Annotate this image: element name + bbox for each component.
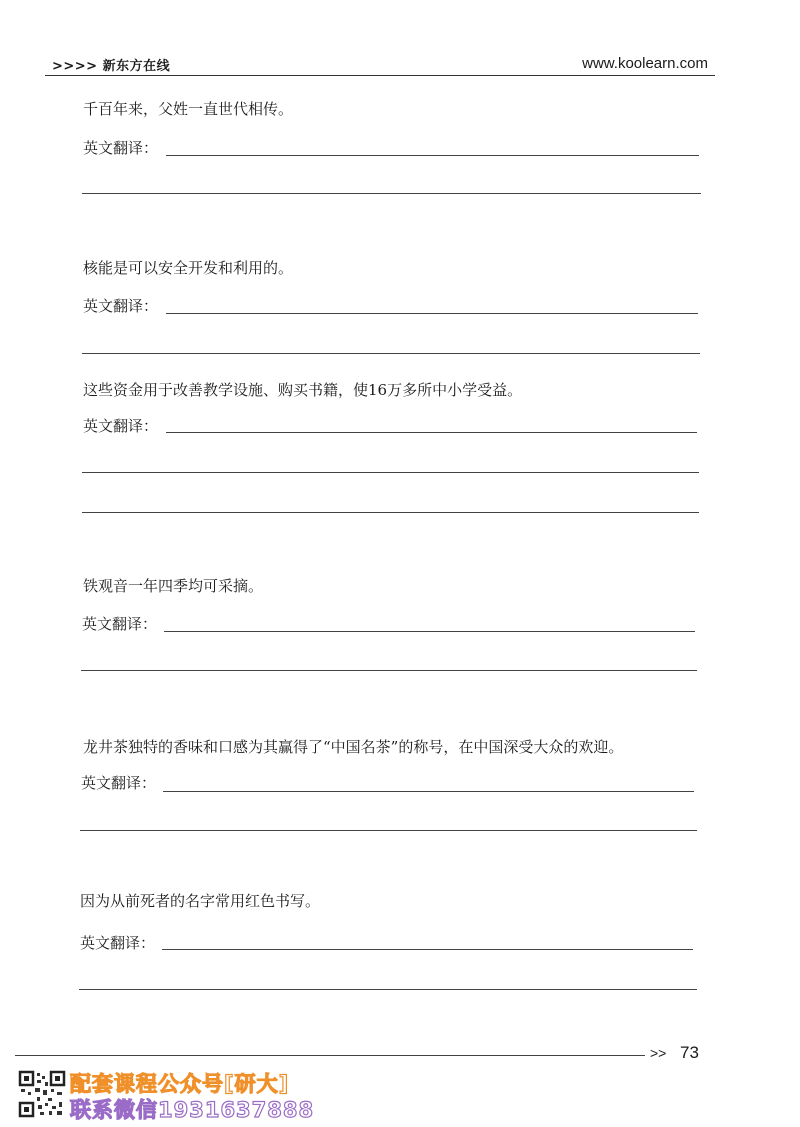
answer-line: [162, 949, 693, 950]
qr-code-icon: [18, 1070, 66, 1118]
promo-line-2: 联系微信1931637888: [70, 1098, 315, 1122]
answer-line: [166, 313, 698, 314]
translation-label: 英文翻译：: [80, 934, 156, 952]
answer-line: [82, 512, 699, 513]
answer-line: [166, 155, 699, 156]
answer-line: [82, 193, 701, 194]
translation-label: 英文翻译：: [83, 297, 159, 315]
promo-line-1: 配套课程公众号[研大]: [70, 1072, 290, 1096]
answer-line: [164, 631, 695, 632]
chinese-sentence: 千百年来，父姓一直世代相传。: [83, 100, 294, 118]
answer-line: [82, 472, 699, 473]
chinese-sentence: 龙井茶独特的香味和口感为其赢得了“中国名茶”的称号，在中国深受大众的欢迎。: [83, 738, 624, 756]
chinese-sentence: 核能是可以安全开发和利用的。: [83, 259, 294, 277]
translation-label: 英文翻译：: [83, 417, 159, 435]
chinese-sentence: 铁观音一年四季均可采摘。: [83, 577, 264, 595]
page-arrow: >>: [650, 1045, 667, 1061]
answer-line: [81, 670, 697, 671]
answer-line: [80, 830, 697, 831]
footer-divider: [15, 1055, 645, 1056]
page-number: 73: [680, 1043, 699, 1062]
translation-label: 英文翻译：: [83, 139, 159, 157]
answer-line: [166, 432, 697, 433]
answer-line: [163, 791, 694, 792]
header-url: www.koolearn.com: [582, 55, 708, 72]
translation-label: 英文翻译：: [81, 774, 157, 792]
header-brand: >>>> 新东方在线: [52, 59, 171, 74]
header-divider: [45, 75, 715, 76]
answer-line: [79, 989, 697, 990]
answer-line: [82, 353, 700, 354]
translation-label: 英文翻译：: [82, 615, 158, 633]
chinese-sentence: 因为从前死者的名字常用红色书写。: [80, 892, 321, 910]
chinese-sentence: 这些资金用于改善教学设施、购买书籍，使16万多所中小学受益。: [83, 381, 523, 399]
